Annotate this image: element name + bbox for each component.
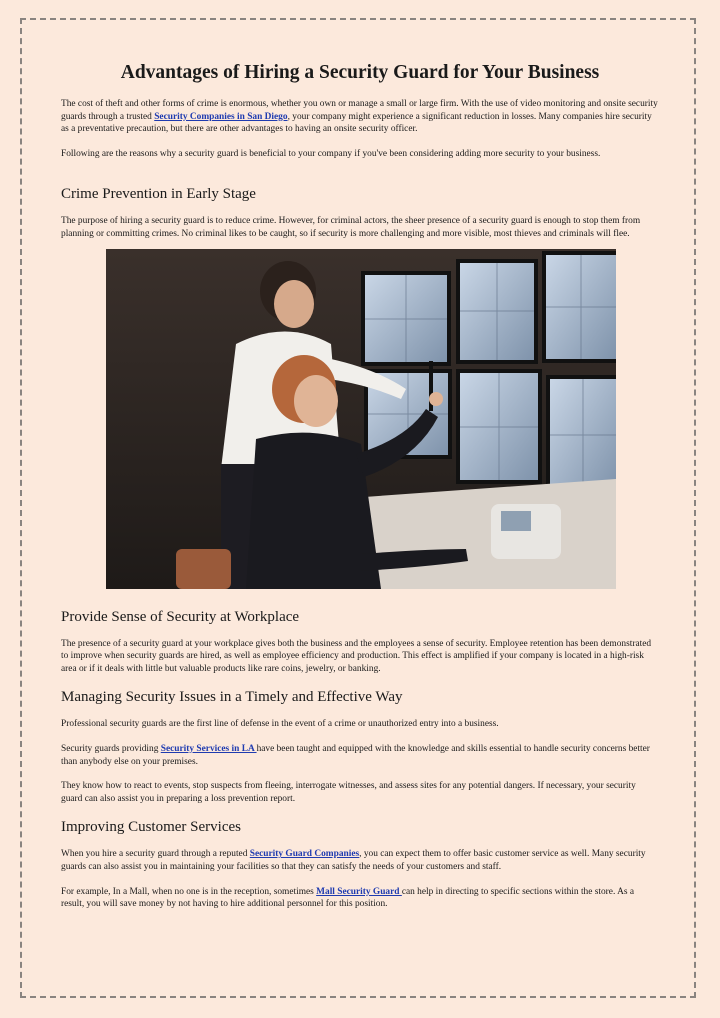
managing-issues-paragraph-1: Professional security guards are the first line of defense in the event of a crime or unauthorized entry into a business. [61, 719, 499, 730]
managing-issues-paragraph-2: Security guards providing Security Services in LA have been taught and equipped with the knowledge and skills essential to handle security concerns better than anybody else on your premises. [61, 743, 650, 767]
photo-illustration [106, 249, 616, 589]
section-heading-managing-issues: Managing Security Issues in a Timely and Effective Way [61, 689, 403, 706]
customer-services-paragraph-1: When you hire a security guard through a reputed Security Guard Companies, you can expect them to offer basic customer service as well. Many security guards can also assist you in maintaining your facilities so that they can satisfy the needs of your customers and staff. [61, 849, 646, 872]
section-heading-sense-of-security: Provide Sense of Security at Workplace [61, 608, 300, 625]
article [61, 62, 659, 911]
managing-issues-paragraph-3: They know how to react to events, stop suspects from fleeing, interrogate witnesses, and assess sites for any potential dangers. If necessary, your security guard can also assist you in preparing a loss prevention report. [61, 781, 636, 804]
page-title: Advantages of Hiring a Security Guard for Your Business [120, 62, 600, 83]
sense-of-security-paragraph: The presence of a security guard at your workplace gives both the business and the employees a sense of security. Employee retention has been demonstrated to improve when security guards are hired, as well as employee efficiency and production. This effect is amplified if your company is located in a high-risk area or if it deals with little but valuable products like rare coins, jewelry, or banking. [61, 638, 652, 674]
security-monitoring-photo [106, 249, 616, 589]
security-services-la-link[interactable]: Security Services in LA [160, 743, 257, 754]
section-heading-crime-prevention: Crime Prevention in Early Stage [61, 186, 256, 203]
customer-services-paragraph-2: For example, In a Mall, when no one is in the reception, sometimes Mall Security Guard can help in directing to specific sections within the store. As a result, you will save money by not having to hire additional personnel for this position. [61, 886, 635, 910]
mall-security-guard-link[interactable]: Mall Security Guard [316, 886, 402, 897]
crime-prevention-paragraph: The purpose of hiring a security guard is to reduce crime. However, for criminal actors, the sheer presence of a security guard is enough to stop them from planning or committing crimes. No criminal likes to be caught, so if security is more challenging and more visible, most thieves and criminals will flee. [61, 216, 641, 239]
intro-paragraph-1: The cost of theft and other forms of crime is enormous, whether you own or manage a small or large firm. With the use of video monitoring and onsite security guards through a trusted Security Companies in San Diego, your company might experience a significant reduction in losses. Many companies hire security as a preventative precaution, but there are other advantages to having an onsite security officer. [61, 99, 658, 135]
intro-paragraph-2: Following are the reasons why a security guard is beneficial to your company if you've been considering adding more security to your business. [61, 148, 601, 159]
security-guard-companies-link[interactable]: Security Guard Companies [249, 849, 360, 860]
security-companies-san-diego-link[interactable]: Security Companies in San Diego [154, 111, 288, 122]
section-heading-customer-services: Improving Customer Services [61, 819, 241, 836]
